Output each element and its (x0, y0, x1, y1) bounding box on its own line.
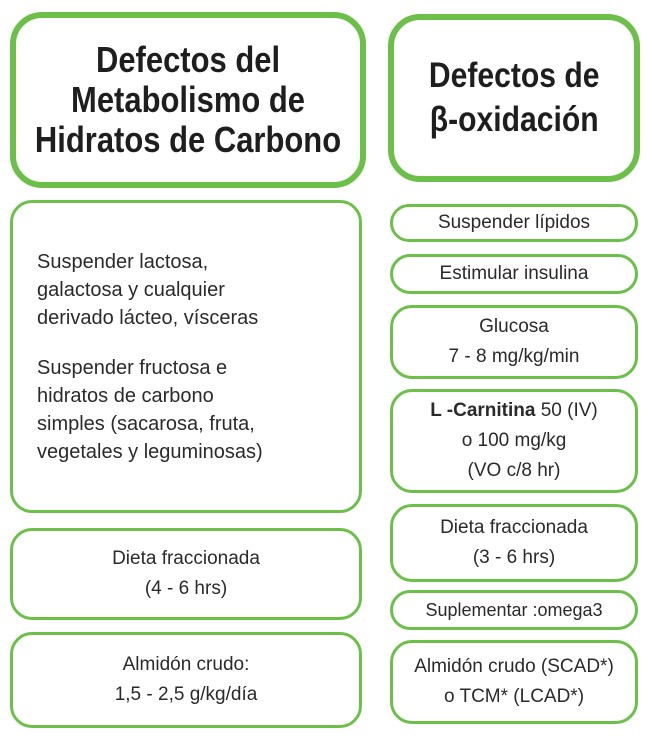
text-line: 1,5 - 2,5 g/kg/día (114, 684, 258, 705)
text-line: Glucosa (479, 316, 549, 337)
header-line: Defectos del (95, 39, 281, 80)
text-line: Almidón crudo (SCAD*) (414, 656, 614, 677)
box-raw-starch-right (390, 640, 638, 724)
text-line: (3 - 6 hrs) (472, 547, 556, 568)
box-fractionated-diet-right (390, 504, 638, 582)
text-line: hidratos de carbono (37, 384, 214, 407)
box-fractionated-diet-left (10, 528, 362, 620)
text-line: Suspender fructosa e (37, 356, 228, 379)
carnitine-label: L -Carnitina (430, 400, 536, 421)
box-supplement-omega3 (390, 590, 638, 630)
text-line: simples (sacarosa, fruta, (37, 412, 255, 435)
text-line: o 100 mg/kg (461, 430, 567, 451)
text-line: 7 - 8 mg/kg/min (448, 346, 580, 367)
text-line: derivado lácteo, vísceras (37, 306, 259, 329)
box-suspend-lipids (390, 204, 638, 242)
text-line: galactosa y cualquier (37, 278, 225, 301)
text-line: Suplementar :omega3 (425, 600, 603, 620)
text-line: Estimular insulina (439, 263, 589, 284)
text-line: Suspender lípidos (437, 212, 591, 233)
header-carbohydrate-defects (10, 12, 366, 188)
header-line: Defectos de (428, 56, 600, 95)
paragraph-suspend-fructose (37, 354, 263, 466)
box-raw-starch-left (10, 632, 362, 728)
text-line: Dieta fraccionada (440, 517, 588, 538)
header-line: Hidratos de Carbono (34, 119, 342, 160)
header-line: Metabolismo de (71, 79, 305, 120)
header-beta-oxidation-defects (388, 14, 640, 182)
text-line: Suspender lactosa, (37, 250, 209, 273)
text-line: (4 - 6 hrs) (144, 578, 228, 599)
carnitine-dose-iv: 50 (IV) (535, 400, 598, 421)
text-line: o TCM* (LCAD*) (443, 686, 585, 707)
header-line: β-oxidación (429, 100, 599, 139)
text-line (430, 396, 598, 426)
box-suspend-lactose-fructose (10, 200, 362, 513)
box-stimulate-insulin (390, 254, 638, 294)
text-line: Almidón crudo: (122, 654, 250, 675)
text-line: Dieta fraccionada (112, 548, 260, 569)
paragraph-suspend-lactose (37, 248, 258, 332)
text-line: (VO c/8 hr) (467, 460, 561, 481)
text-line: vegetales y leguminosas) (37, 440, 263, 463)
box-carnitine (390, 389, 638, 493)
box-glucose (390, 305, 638, 379)
